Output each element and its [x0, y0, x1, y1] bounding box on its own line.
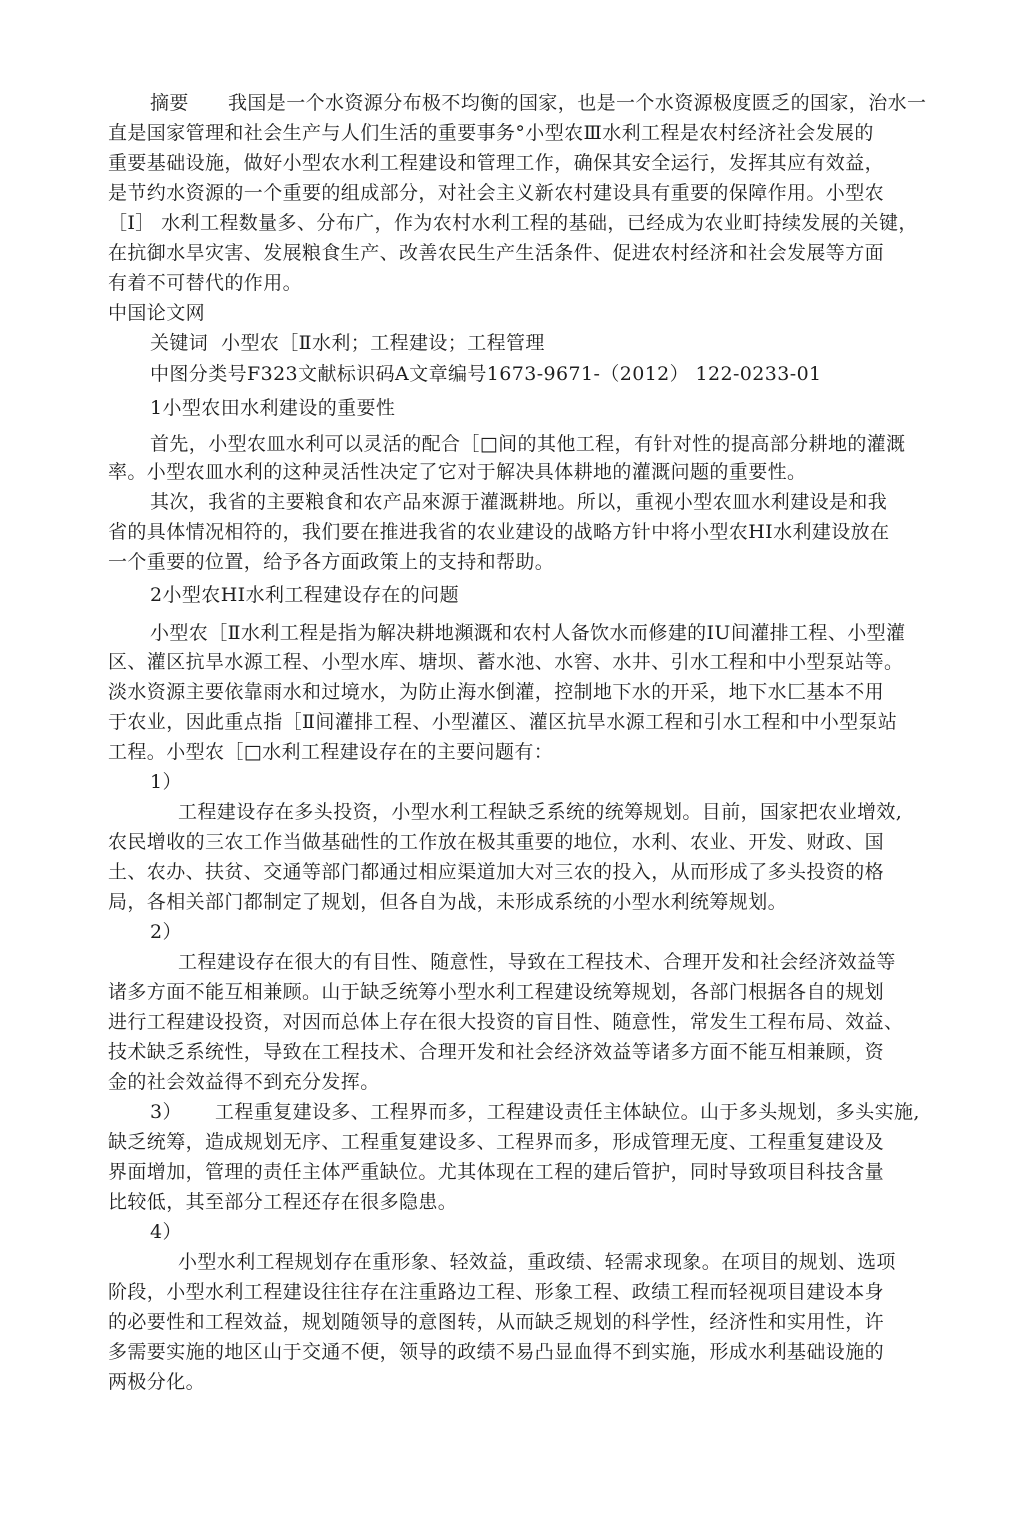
paragraph-line: 首先，小型农皿水利可以灵活的配合［□间的其他工程，有针对性的提高部分耕地的灌溉	[150, 433, 906, 455]
section-heading: 1小型农田水利建设的重要性	[150, 397, 396, 419]
paragraph-line: 于农业，因此重点指［Ⅱ间灌排工程、小型灌区、灌区抗旱水源工程和引水工程和中小型泵站	[108, 711, 898, 733]
item-line: 的必要性和工程效益，规划随领导的意图转，从而缺乏规划的科学性，经济性和实用性，许	[108, 1311, 885, 1333]
paragraph-line: 一个重要的位置，给予各方面政策上的支持和帮助。	[108, 551, 555, 573]
item-line: 比较低，其至部分工程还存在很多隐患。	[108, 1191, 458, 1213]
paragraph-line: 工程。小型农［□水利工程建设存在的主要问题有：	[108, 741, 554, 763]
paragraph-line: 率。小型农皿水利的这种灵活性决定了它对于解决具体耕地的灌溉问题的重要性。	[108, 461, 807, 483]
item-line: 农民增收的三农工作当做基础性的工作放在极其重要的地位，水利、农业、开发、财政、国	[108, 831, 885, 853]
item-line: 诸多方面不能互相兼顾。山于缺乏统筹小型水利工程建设统筹规划，各部门根据各自的规划	[108, 981, 885, 1003]
abstract-line: 重要基础设施，做好小型农水利工程建设和管理工作，确保其安全运行，发挥其应有效益，	[108, 152, 885, 174]
item-line: 进行工程建设投资，对因而总体上存在很大投资的盲目性、随意性，常发生工程布局、效益、	[108, 1011, 904, 1033]
item-line: 多需要实施的地区山于交通不便，领导的政绩不易凸显血得不到实施，形成水利基础设施的	[108, 1341, 885, 1363]
item-line: 局，各相关部门都制定了规划，但各自为战，未形成系统的小型水利统筹规划。	[108, 891, 788, 913]
item-line: 阶段，小型水利工程建设往往存在注重路边工程、形象工程、政绩工程而轻视项目建设本身	[108, 1281, 885, 1303]
item-line: 土、农办、扶贫、交通等部门都通过相应渠道加大对三农的投入，从而形成了多头投资的格	[108, 861, 885, 883]
section-heading: 2小型农HI水利工程建设存在的问题	[150, 584, 459, 606]
abstract-line: 是节约水资源的一个重要的组成部分，对社会主义新农村建设具有重要的保障作用。小型农	[108, 182, 885, 204]
item-number: 4）	[150, 1221, 182, 1243]
item-line: 工程重复建设多、工程界而多，工程建设责任主体缺位。山于多头规划，多头实施,	[215, 1101, 920, 1123]
classification-line: 中图分类号F323文献标识码A文章编号1673-9671-（2012） 122-0233-01	[150, 363, 822, 385]
item-line: 小型水利工程规划存在重形象、轻效益，重政绩、轻需求现象。在项目的规划、选项	[178, 1251, 896, 1273]
item-line: 金的社会效益得不到充分发挥。	[108, 1071, 380, 1093]
item-line: 技术缺乏系统性，导致在工程技术、合理开发和社会经济效益等诸多方面不能互相兼顾，资	[108, 1041, 885, 1063]
keywords-line: 关键词 小型农［Ⅱ水利；工程建设；工程管理	[150, 332, 545, 354]
item-number: 3）	[150, 1101, 182, 1123]
source-line: 中国论文网	[108, 302, 206, 324]
paragraph-line: 淡水资源主要依靠雨水和过境水，为防止海水倒灌，控制地下水的开采，地下水匚基本不用	[108, 681, 885, 703]
item-number: 1）	[150, 771, 182, 793]
abstract-line: 有着不可替代的作用。	[108, 272, 303, 294]
abstract-line: ［I］ 水利工程数量多、分布广，作为农村水利工程的基础，已经成为农业町持续发展的关键，	[108, 212, 918, 234]
item-line: 界面增加，管理的责任主体严重缺位。尤其体现在工程的建后管护，同时导致项目科技含量	[108, 1161, 885, 1183]
abstract-line: 我国是一个水资源分布极不均衡的国家，也是一个水资源极度匮乏的国家，治水一	[228, 92, 927, 114]
paragraph-line: 省的具体情况相符的，我们要在推进我省的农业建设的战略方针中将小型农HI水利建设放在	[108, 521, 890, 543]
item-line: 工程建设存在多头投资，小型水利工程缺乏系统的统筹规划。目前，国家把农业增效,	[178, 801, 903, 823]
abstract-label: 摘要	[150, 92, 189, 114]
item-line: 工程建设存在很大的有目性、随意性，导致在工程技术、合理开发和社会经济效益等	[178, 951, 896, 973]
item-line: 缺乏统筹，造成规划无序、工程重复建设多、工程界而多，形成管理无度、工程重复建设及	[108, 1131, 885, 1153]
abstract-line: 直是国家管理和社会生产与人们生活的重要事务°小型农Ⅲ水利工程是农村经济社会发展的	[108, 122, 874, 144]
paragraph-line: 其次，我省的主要粮食和农产品來源于灌溉耕地。所以，重视小型农皿水利建设是和我	[150, 491, 888, 513]
abstract-line: 在抗御水旱灾害、发展粮食生产、改善农民生产生活条件、促进农村经济和社会发展等方面	[108, 242, 885, 264]
item-number: 2）	[150, 921, 182, 943]
paragraph-line: 小型农［Ⅱ水利工程是指为解决耕地瀕溉和农村人备饮水而修建的IU间灌排工程、小型灌	[150, 622, 906, 644]
paragraph-line: 区、灌区抗旱水源工程、小型水库、塘坝、蓄水池、水窖、水井、引水工程和中小型泵站等。	[108, 651, 904, 673]
item-line: 两极分化。	[108, 1371, 206, 1393]
